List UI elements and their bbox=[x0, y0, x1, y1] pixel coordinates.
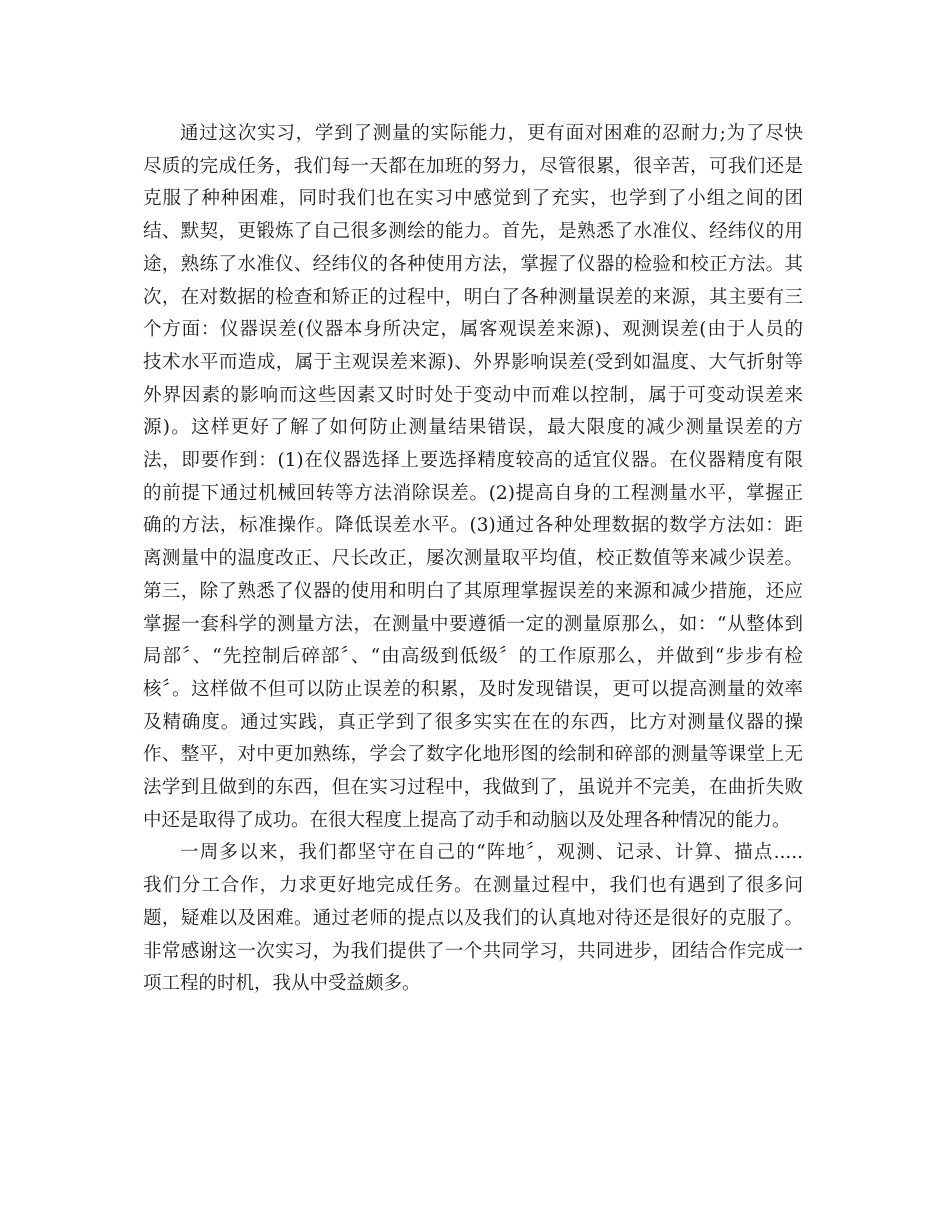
paragraph-line: 我们分工合作，力求更好地完成任务。在测量过程中，我们也有遇到了很多问 bbox=[143, 875, 803, 897]
paragraph-line: 途，熟练了水准仪、经纬仪的各种使用方法，掌握了仪器的检验和校正方法。其 bbox=[143, 253, 803, 275]
paragraph-line: 结、默契，更锻炼了自己很多测绘的能力。首先，是熟悉了水准仪、经纬仪的用 bbox=[143, 221, 803, 243]
paragraph-line: 作、整平，对中更加熟练，学会了数字化地形图的绘制和碎部的测量等课堂上无 bbox=[143, 744, 803, 766]
document-body bbox=[143, 118, 803, 1001]
paragraph-line: 克服了种种困难，同时我们也在实习中感觉到了充实，也学到了小组之间的团 bbox=[143, 188, 803, 210]
paragraph-line: 及精确度。通过实践，真正学到了很多实实在在的东西，比方对测量仪器的操 bbox=[143, 711, 803, 733]
paragraph-line: 核〞。这样做不但可以防止误差的积累，及时发现错误，更可以提高测量的效率 bbox=[143, 678, 803, 700]
paragraph-2 bbox=[143, 837, 803, 1001]
paragraph-line: 掌握一套科学的测量方法，在测量中要遵循一定的测量原那么，如：“从整体到 bbox=[143, 613, 803, 635]
paragraph-line: 外界因素的影响而这些因素又时时处于变动中而难以控制，属于可变动误差来 bbox=[143, 384, 803, 406]
paragraph-line: 题，疑难以及困难。通过老师的提点以及我们的认真地对待还是很好的克服了。 bbox=[143, 907, 803, 929]
paragraph-1 bbox=[143, 118, 803, 837]
paragraph-line: 离测量中的温度改正、尺长改正，屡次测量取平均值，校正数值等来减少误差。 bbox=[143, 548, 803, 570]
paragraph-line: 的前提下通过机械回转等方法消除误差。(2)提高自身的工程测量水平，掌握正 bbox=[143, 482, 803, 504]
paragraph-line: 项工程的时机，我从中受益颇多。 bbox=[143, 973, 421, 995]
paragraph-line: 局部〞、“先控制后碎部〞、“由高级到低级〞的工作原那么，并做到“步步有检 bbox=[143, 646, 803, 668]
paragraph-line: 中还是取得了成功。在很大程度上提高了动手和动脑以及处理各种情况的能力。 bbox=[143, 809, 791, 831]
paragraph-line: 个方面：仪器误差(仪器本身所决定，属客观误差来源)、观测误差(由于人员的 bbox=[143, 319, 803, 341]
paragraph-line: 法学到且做到的东西，但在实习过程中，我做到了，虽说并不完美，在曲折失败 bbox=[143, 777, 803, 799]
paragraph-line: 通过这次实习，学到了测量的实际能力，更有面对困难的忍耐力;为了尽快 bbox=[180, 123, 803, 144]
paragraph-line: 第三，除了熟悉了仪器的使用和明白了其原理掌握误差的来源和减少措施，还应 bbox=[143, 580, 803, 602]
paragraph-line: 技术水平而造成，属于主观误差来源)、外界影响误差(受到如温度、大气折射等 bbox=[143, 351, 803, 373]
paragraph-line: 非常感谢这一次实习，为我们提供了一个共同学习，共同进步，团结合作完成一 bbox=[143, 940, 803, 962]
paragraph-line: 源)。这样更好了解了如何防止测量结果错误，最大限度的减少测量误差的方 bbox=[143, 417, 803, 439]
paragraph-line: 次，在对数据的检查和矫正的过程中，明白了各种测量误差的来源，其主要有三 bbox=[143, 286, 803, 308]
paragraph-line: 法，即要作到：(1)在仪器选择上要选择精度较高的适宜仪器。在仪器精度有限 bbox=[143, 450, 803, 472]
paragraph-line: 确的方法，标准操作。降低误差水平。(3)通过各种处理数据的数学方法如：距 bbox=[143, 515, 803, 537]
paragraph-line: 尽质的完成任务，我们每一天都在加班的努力，尽管很累，很辛苦，可我们还是 bbox=[143, 155, 803, 177]
paragraph-line: 一周多以来，我们都坚守在自己的“阵地〞，观测、记录、计算、描点..... bbox=[180, 842, 803, 864]
